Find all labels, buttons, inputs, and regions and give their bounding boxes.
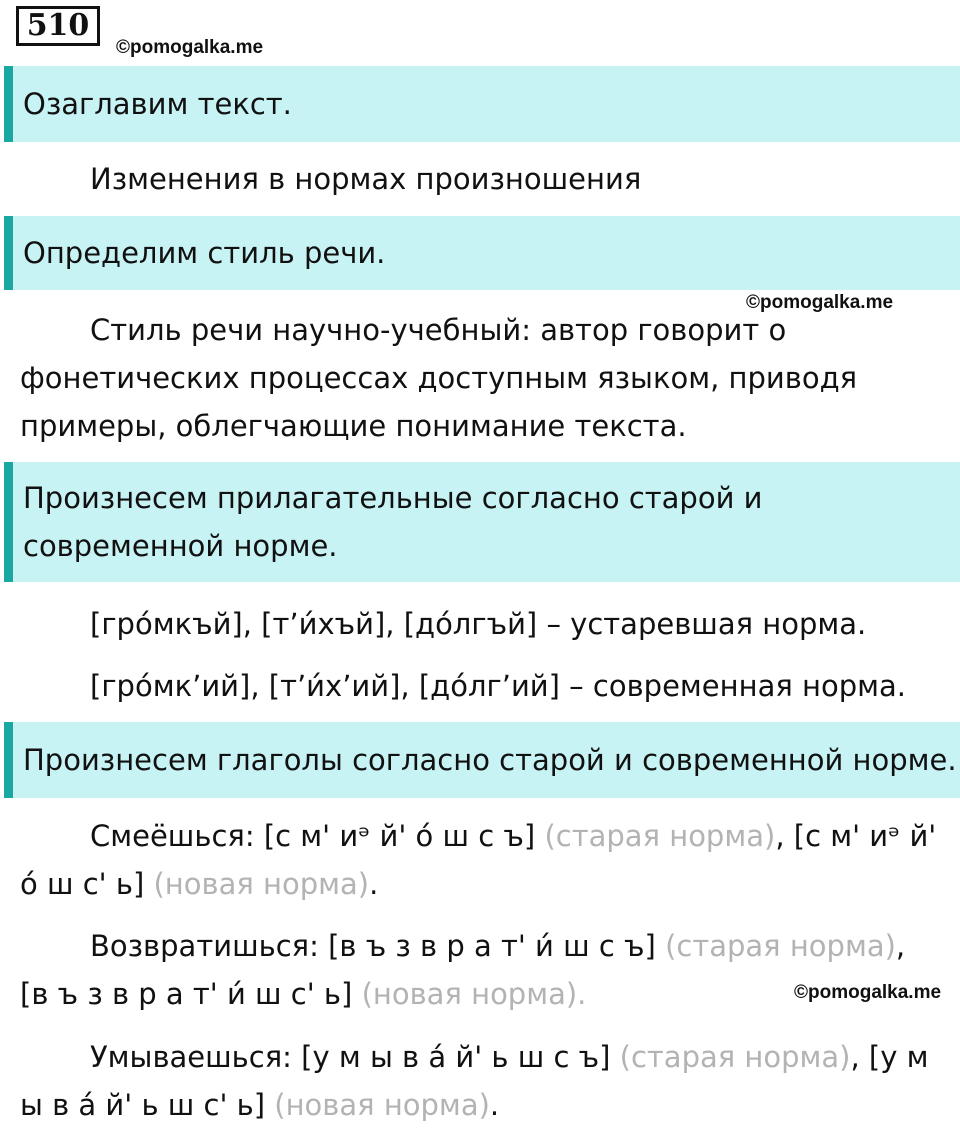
adjectives-new-norm: [гро́мк’ий], [т’и́х’ий], [до́лг’ий] – современная норма. [90, 669, 906, 703]
watermark: ©pomogalka.me [794, 982, 942, 1003]
style-text: Стиль речи научно-учебный: автор говорит о фонетических процессах доступным языком, приводя примеры, облегчающие понимание текста. [20, 313, 858, 443]
title-text: Изменения в нормах произношения [90, 162, 642, 196]
punctuation: . [489, 1088, 500, 1122]
new-norm-label: (новая норма) [274, 1088, 490, 1122]
section-header-adjectives: Произнесем прилагательные согласно старой и современной норме. [4, 462, 960, 582]
old-norm-label: (старая норма) [619, 1040, 851, 1074]
old-norm-label: (старая норма) [544, 819, 776, 853]
old-norm-label: (старая норма) [665, 929, 896, 963]
new-norm-label: (новая норма). [361, 977, 587, 1011]
verb-transcription: Возвратишься: [в ъ з в р а т' и́ ш с ъ] [90, 929, 656, 963]
section-header-verbs: Произнесем глаголы согласно старой и современной норме. [4, 722, 960, 798]
verb-transcription: , [с м' иᵊ й' о́ ш с' ь] [20, 819, 937, 901]
verb-transcription: , [в ъ з в р а т' и́ ш с' ь] [20, 929, 906, 1011]
watermark: ©pomogalka.me [746, 292, 894, 313]
section-header-style: Определим стиль речи. [4, 216, 960, 290]
verb-transcription: Смеёшься: [с м' иᵊ й' о́ ш с ъ] [90, 819, 536, 853]
watermark: ©pomogalka.me [116, 37, 264, 58]
verb-transcription: , [у м ы в а́ й' ь ш с' ь] [20, 1040, 929, 1122]
verb-item [20, 812, 940, 908]
adjectives-old-norm: [гро́мкъй], [т’и́хъй], [до́лгъй] – устаревшая норма. [90, 607, 867, 641]
section-header-title: Озаглавим текст. [4, 66, 960, 142]
new-norm-label: (новая норма) [153, 867, 370, 901]
punctuation: . [369, 867, 379, 901]
verb-transcription: Умываешься: [у м ы в а́ й' ь ш с ъ] [90, 1040, 611, 1074]
task-number: 510 [16, 6, 100, 46]
verb-item [20, 1033, 940, 1129]
